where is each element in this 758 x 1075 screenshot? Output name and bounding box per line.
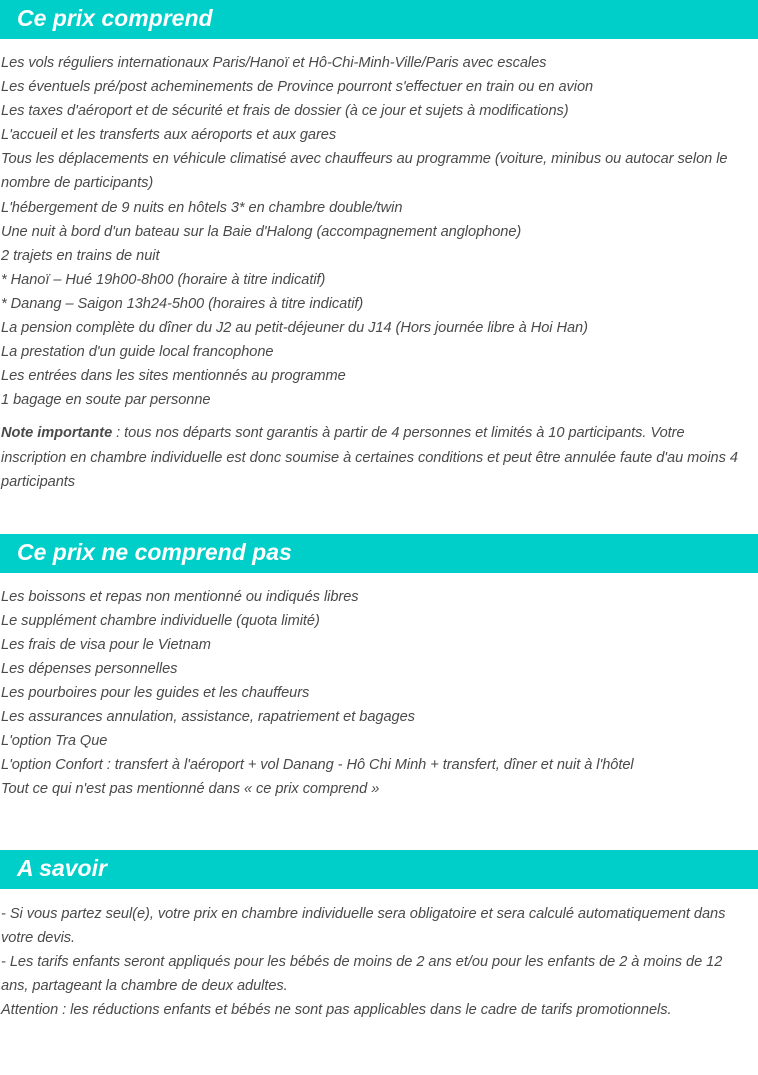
- section-header-ce-prix-comprend: [0, 0, 758, 39]
- section-title: Ce prix ne comprend pas: [17, 538, 292, 565]
- list-item: Tout ce qui n'est pas mentionné dans « ce prix comprend »: [1, 781, 380, 798]
- spacer: [0, 802, 758, 850]
- list-item: L'hébergement de 9 nuits en hôtels 3* en chambre double/twin: [1, 199, 403, 216]
- section-title: A savoir: [17, 854, 107, 881]
- important-note: [0, 421, 758, 493]
- list-item: 2 trajets en trains de nuit: [1, 247, 160, 264]
- list-item: * Hanoï – Hué 19h00-8h00 (horaire à titre indicatif): [1, 271, 326, 288]
- list-item: Les frais de visa pour le Vietnam: [1, 636, 211, 653]
- list-item: - Les tarifs enfants seront appliqués pour les bébés de moins de 2 ans et/ou pour les enfants de 2 à moins de 12 ans, partageant la chambre de deux adultes.: [1, 953, 723, 994]
- spacer: [0, 889, 758, 902]
- spacer: [0, 39, 758, 51]
- list-item: * Danang – Saigon 13h24-5h00 (horaires à titre indicatif): [1, 295, 364, 312]
- list-item: Les assurances annulation, assistance, rapatriement et bagages: [1, 709, 415, 726]
- list-item: Les éventuels pré/post acheminements de Province pourront s'effectuer en train ou en avion: [1, 79, 594, 96]
- list-item: Attention : les réductions enfants et bébés ne sont pas applicables dans le cadre de tarifs promotionnels.: [1, 1001, 672, 1018]
- section-body-ce-prix-comprend: [0, 51, 758, 494]
- spacer: [0, 494, 758, 534]
- spacer: [0, 1022, 758, 1062]
- list-item: Les taxes d'aéroport et de sécurité et frais de dossier (à ce jour et sujets à modifications): [1, 103, 569, 120]
- list-item: Le supplément chambre individuelle (quota limité): [1, 612, 320, 629]
- list-item: Les dépenses personnelles: [1, 660, 178, 677]
- important-note-label: Note importante: [1, 425, 113, 442]
- list-item: Une nuit à bord d'un bateau sur la Baie d'Halong (accompagnement anglophone): [1, 223, 522, 240]
- section-header-a-savoir: [0, 850, 758, 889]
- section-title: Ce prix comprend: [17, 5, 213, 31]
- list-item: L'option Tra Que: [1, 733, 108, 750]
- spacer: [0, 573, 758, 585]
- list-item: L'option Confort : transfert à l'aéroport + vol Danang - Hô Chi Minh + transfert, dîner et nuit à l'hôtel: [1, 757, 634, 774]
- list-item: La prestation d'un guide local francophone: [1, 344, 274, 361]
- spacer: [0, 412, 758, 421]
- list-item: L'accueil et les transferts aux aéroports et aux gares: [1, 127, 337, 144]
- section-header-ce-prix-ne-comprend-pas: [0, 534, 758, 573]
- section-body-ce-prix-ne-comprend-pas: [0, 585, 758, 802]
- important-note-body: : tous nos départs sont garantis à partir de 4 personnes et limités à 10 participants. Votre inscription en chambre individuelle est donc soumise à certaines conditions et peut être annulée faute d'au moins 4 participants: [1, 425, 738, 490]
- list-item: Les vols réguliers internationaux Paris/Hanoï et Hô-Chi-Minh-Ville/Paris avec escales: [1, 55, 547, 71]
- section-body-a-savoir: [0, 902, 758, 1022]
- list-item: 1 bagage en soute par personne: [1, 392, 211, 409]
- list-item: La pension complète du dîner du J2 au petit-déjeuner du J14 (Hors journée libre à Hoi Han): [1, 320, 588, 337]
- list-item: - Si vous partez seul(e), votre prix en chambre individuelle sera obligatoire et sera calculé automatiquement dans votre devis.: [1, 905, 726, 946]
- list-item: Les pourboires pour les guides et les chauffeurs: [1, 685, 310, 702]
- list-item: Les boissons et repas non mentionné ou indiqués libres: [1, 588, 359, 605]
- list-item: Les entrées dans les sites mentionnés au programme: [1, 368, 346, 385]
- list-item: Tous les déplacements en véhicule climatisé avec chauffeurs au programme (voiture, minibus ou autocar selon le nombre de participants): [1, 151, 728, 192]
